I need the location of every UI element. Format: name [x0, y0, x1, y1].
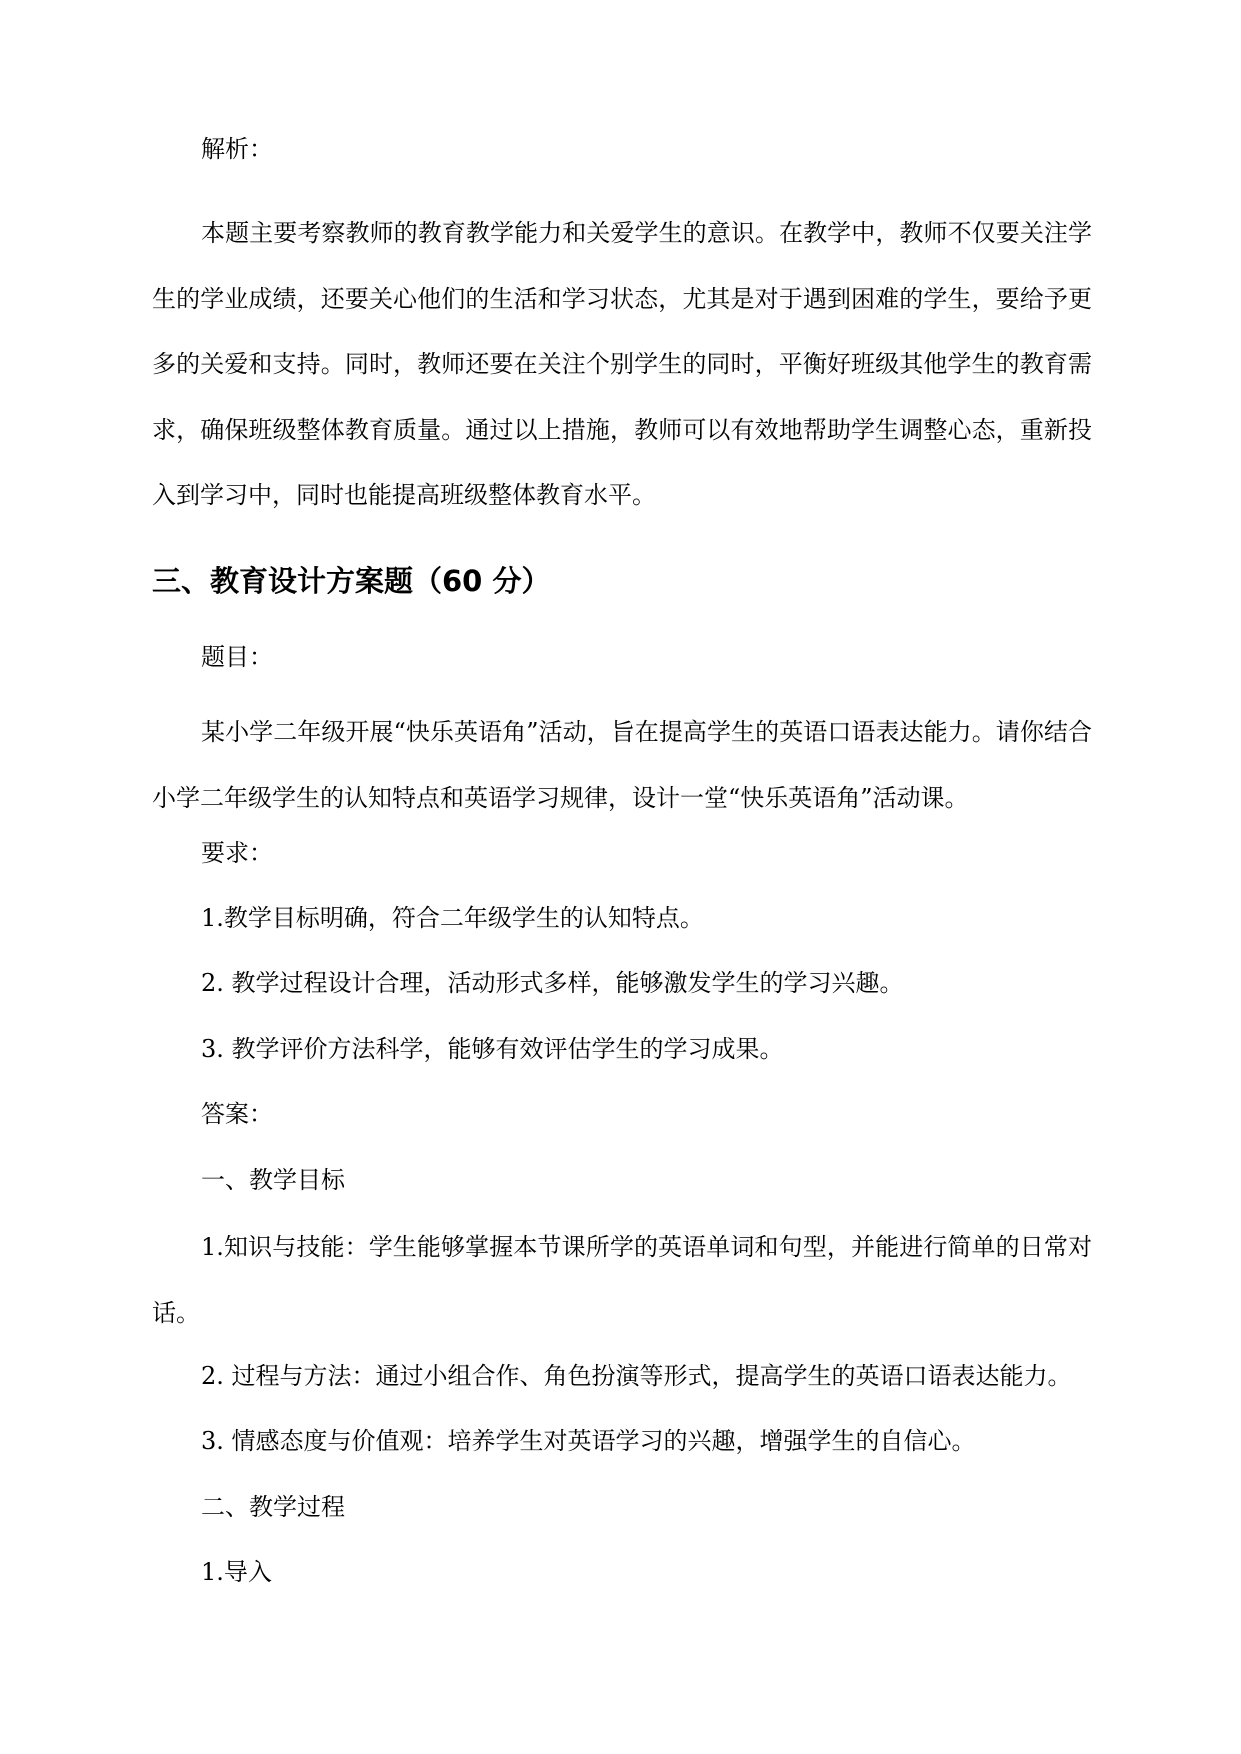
- requirement-item-3: 3. 教学评价方法科学，能够有效评估学生的学习成果。: [201, 1035, 784, 1063]
- process-heading: 二、教学过程: [201, 1493, 345, 1521]
- question-paragraph: 某小学二年级开展“快乐英语角”活动，旨在提高学生的英语口语表达能力。请你结合小学二年级学生的认知特点和英语学习规律，设计一堂“快乐英语角”活动课。: [152, 718, 1092, 812]
- requirements-label: 要求：: [201, 839, 273, 867]
- objective-item-1: 1.知识与技能：学生能够掌握本节课所学的英语单词和句型，并能进行简单的日常对话。: [152, 1233, 1092, 1327]
- analysis-paragraph: 本题主要考察教师的教育教学能力和关爱学生的意识。在教学中，教师不仅要关注学生的学业成绩，还要关心他们的生活和学习状态，尤其是对于遇到困难的学生，要给予更多的关爱和支持。同时，教师还要在关注个别学生的同时，平衡好班级其他学生的教育需求，确保班级整体教育质量。通过以上措施，教师可以有效地帮助学生调整心态，重新投入到学习中，同时也能提高班级整体教育水平。: [152, 219, 1092, 509]
- section-heading: 三、教育设计方案题（60 分）: [152, 564, 551, 598]
- question-label: 题目：: [201, 643, 273, 671]
- objective-item-2: 2. 过程与方法：通过小组合作、角色扮演等形式，提高学生的英语口语表达能力。: [201, 1362, 1072, 1390]
- analysis-label: 解析：: [201, 135, 273, 163]
- requirement-item-2: 2. 教学过程设计合理，活动形式多样，能够激发学生的学习兴趣。: [201, 969, 904, 997]
- answer-label: 答案：: [201, 1100, 273, 1128]
- objectives-heading: 一、教学目标: [201, 1166, 345, 1194]
- process-item-1: 1.导入: [201, 1558, 272, 1586]
- requirement-item-1: 1.教学目标明确，符合二年级学生的认知特点。: [201, 904, 704, 932]
- objective-item-3: 3. 情感态度与价值观：培养学生对英语学习的兴趣，增强学生的自信心。: [201, 1427, 976, 1455]
